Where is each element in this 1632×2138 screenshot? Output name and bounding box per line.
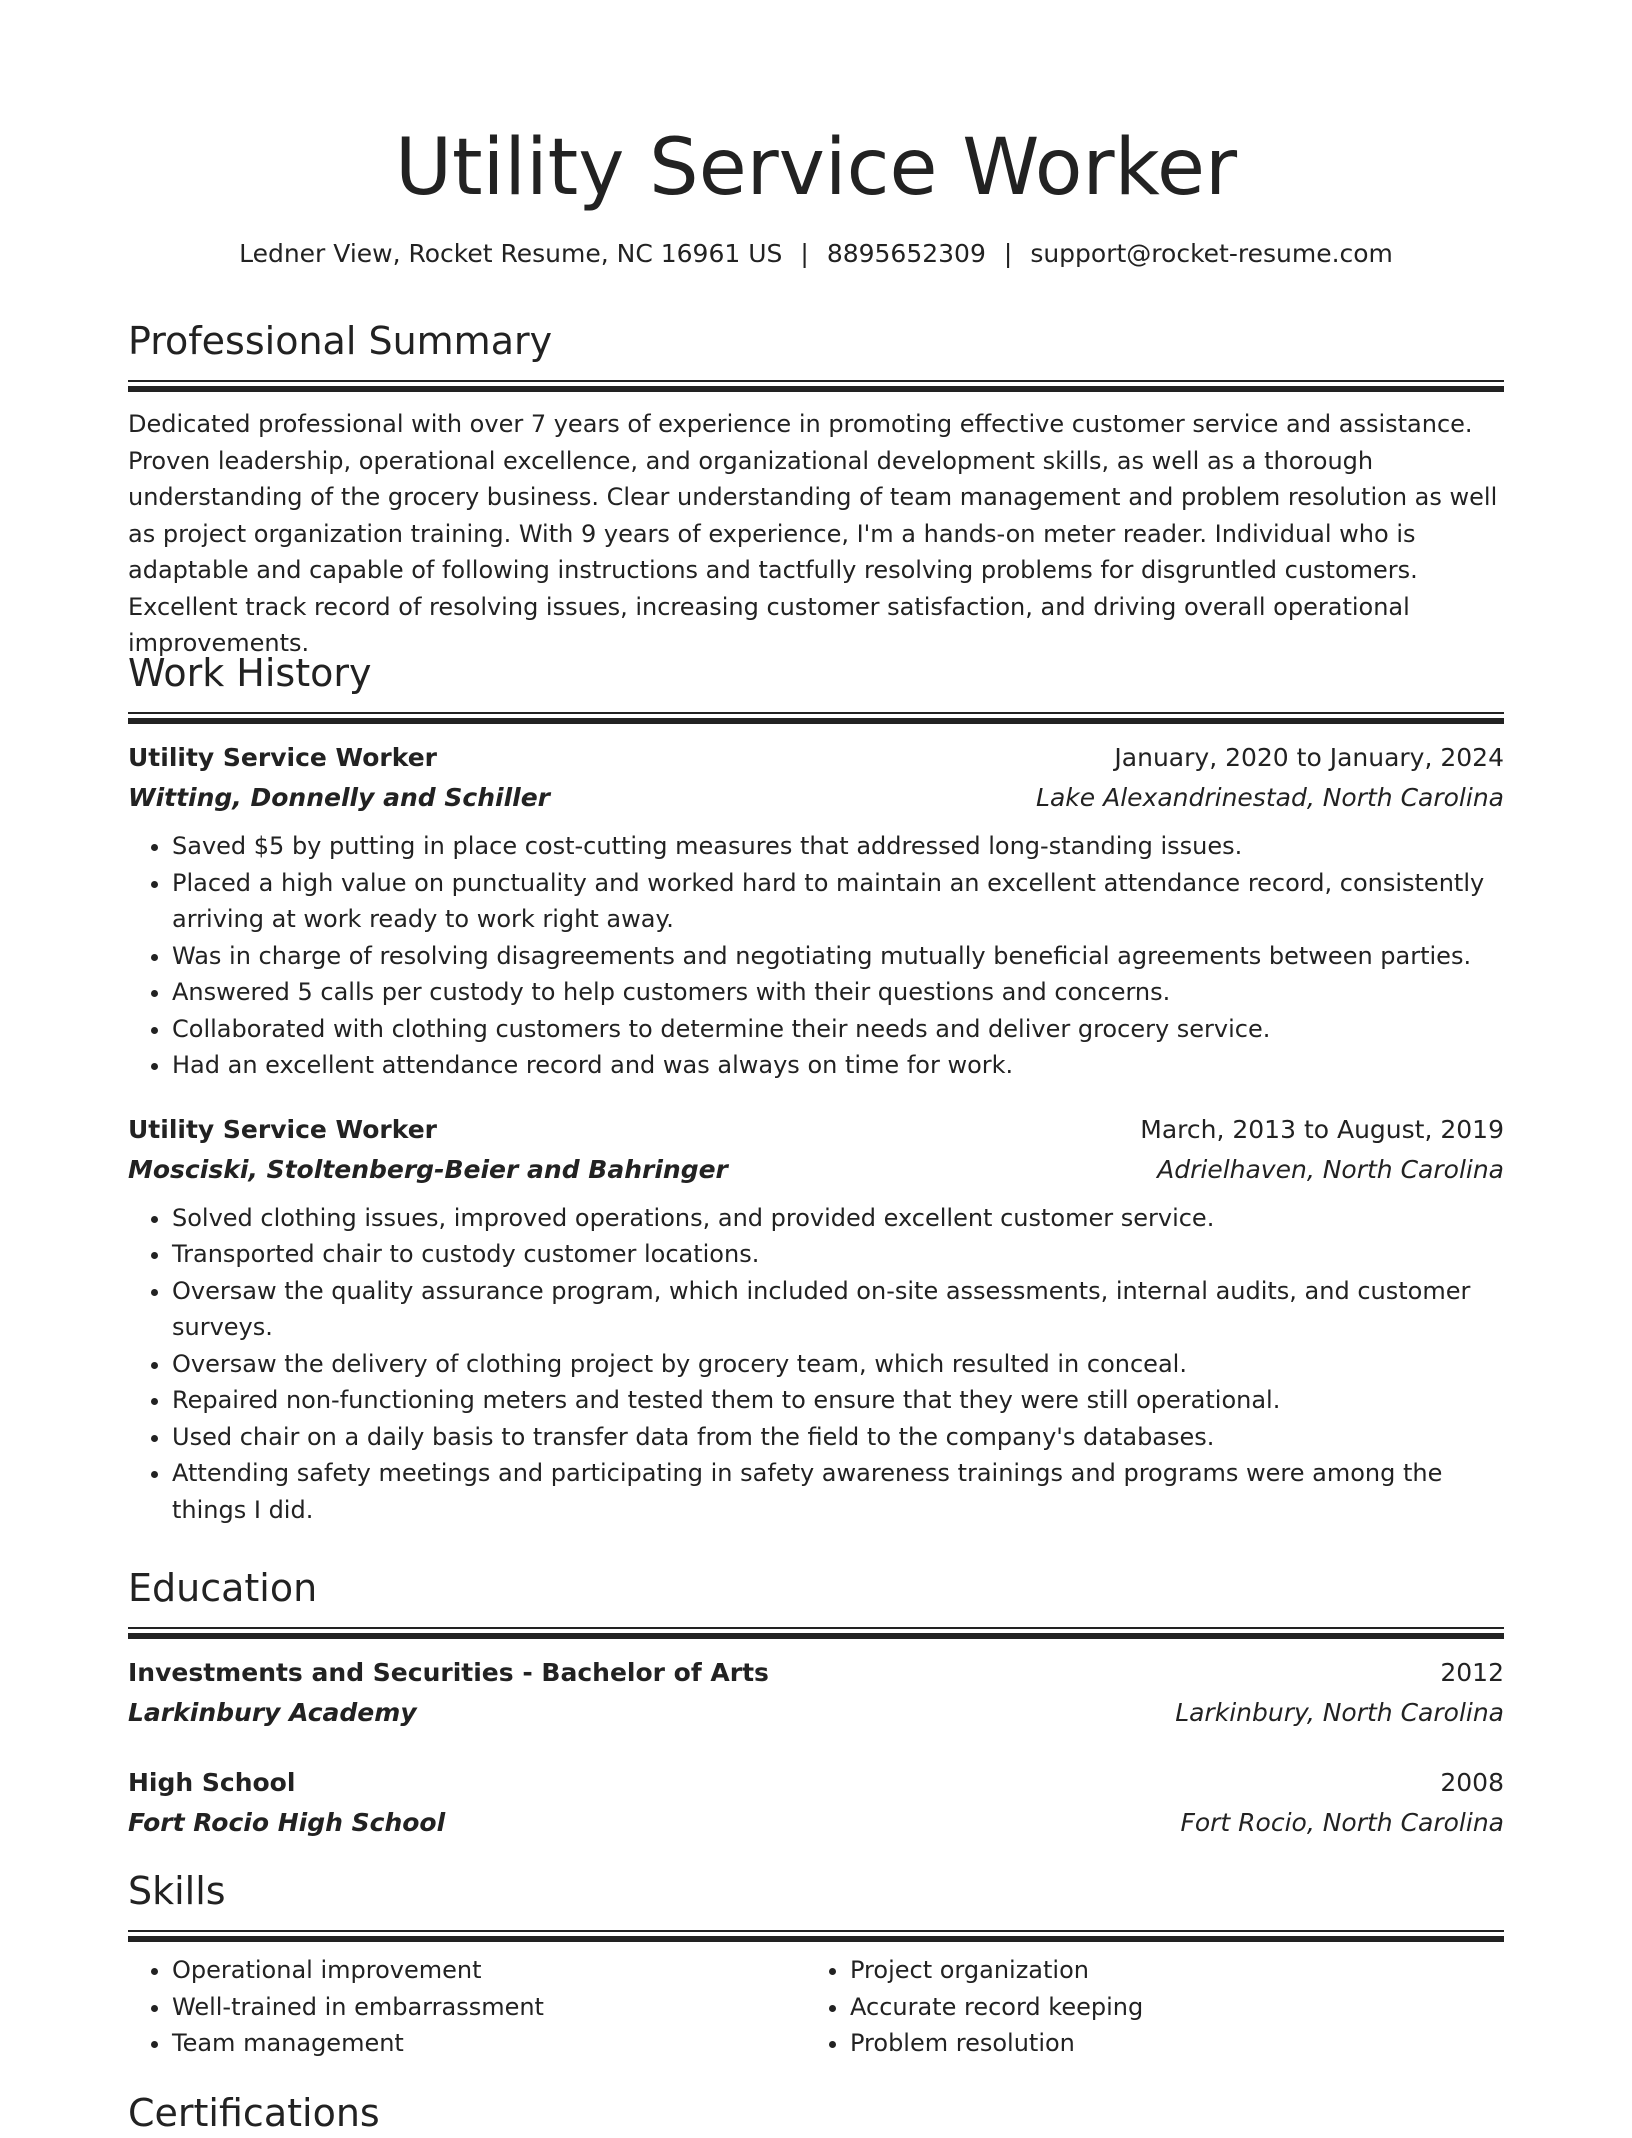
section-divider (128, 380, 1504, 392)
section-heading: Professional Summary (128, 319, 553, 363)
education-location: Fort Rocio, North Carolina (1180, 1808, 1504, 1837)
list-item: • Attending safety meetings and participating in safety awareness trainings and programs were among the things I did. (172, 1455, 1504, 1528)
contact-email: support@rocket-resume.com (1030, 239, 1393, 268)
section-divider (128, 712, 1504, 724)
contact-separator: | (800, 239, 809, 268)
contact-phone: 8895652309 (826, 239, 986, 268)
job-location: Lake Alexandrinestad, North Carolina (1036, 783, 1504, 812)
job-title: Utility Service Worker (128, 1114, 437, 1144)
list-item: • Repaired non-functioning meters and tested them to ensure that they were still operational. (172, 1382, 1504, 1419)
job-title: Utility Service Worker (128, 743, 437, 772)
list-item: • Oversaw the quality assurance program, which included on-site assessments, internal audits, and customer surveys. (172, 1273, 1504, 1346)
job-company: Mosciski, Stoltenberg-Beier and Bahringer (128, 1154, 728, 1184)
job-bullets (128, 1200, 1504, 1529)
section-heading: Skills (128, 1869, 226, 1913)
section-summary (128, 316, 1504, 662)
contact-separator: | (1003, 239, 1013, 268)
skill-item: • Operational improvement (172, 1952, 806, 1989)
education-location: Larkinbury, North Carolina (1175, 1698, 1504, 1727)
skill-item: • Project organization (850, 1952, 1484, 1989)
job-entry (128, 1110, 1504, 1529)
contact-address: Ledner View, Rocket Resume, NC 16961 US (239, 239, 783, 268)
job-dates: March, 2013 to August, 2019 (1140, 1114, 1504, 1144)
education-degree: High School (128, 1768, 296, 1797)
job-location: Adrielhaven, North Carolina (1157, 1154, 1504, 1184)
list-item: • Saved $5 by putting in place cost-cutting measures that addressed long-standing issues. (172, 828, 1504, 865)
education-year: 2012 (1440, 1658, 1504, 1687)
education-degree: Investments and Securities - Bachelor of Arts (128, 1658, 769, 1687)
section-divider (128, 1627, 1504, 1639)
list-item: • Collaborated with clothing customers to determine their needs and deliver grocery service. (172, 1011, 1504, 1048)
job-entry (128, 738, 1504, 1084)
section-heading: Work History (128, 651, 372, 695)
education-school: Fort Rocio High School (128, 1808, 446, 1837)
job-bullets (128, 828, 1504, 1084)
contact-line (128, 236, 1504, 272)
list-item: • Used chair on a daily basis to transfer data from the field to the company's databases. (172, 1419, 1504, 1456)
resume-title: Utility Service Worker (394, 123, 1238, 213)
list-item: • Answered 5 calls per custody to help customers with their questions and concerns. (172, 974, 1504, 1011)
section-skills (128, 1866, 1504, 2062)
skills-list (128, 1952, 806, 2062)
list-item: • Placed a high value on punctuality and worked hard to maintain an excellent attendance record, consistently arriving at work ready to work right away. (172, 865, 1504, 938)
section-certifications (128, 2088, 1504, 2138)
summary-text: Dedicated professional with over 7 years of experience in promoting effective customer service and assistance. Proven leadership, operational excellence, and organizational development skills, as well as a thorough understanding of the grocery business. Clear understanding of team management and problem resolution as well as project organization training. With 9 years of experience, I'm a hands-on meter reader. Individual who is adaptable and capable of following instructions and tactfully resolving problems for disgruntled customers. Excellent track record of resolving issues, increasing customer satisfaction, and driving overall operational improvements. (128, 410, 1498, 657)
section-heading: Certifications (128, 2091, 380, 2135)
section-work-history (128, 648, 1504, 1528)
skill-item: • Team management (172, 2025, 806, 2062)
job-company: Witting, Donnelly and Schiller (128, 783, 551, 812)
skills-columns (128, 1952, 1504, 2062)
job-dates: January, 2020 to January, 2024 (1114, 743, 1504, 772)
education-year: 2008 (1440, 1768, 1504, 1797)
skills-list (806, 1952, 1484, 2062)
list-item: • Was in charge of resolving disagreements and negotiating mutually beneficial agreements between parties. (172, 938, 1504, 975)
list-item: • Transported chair to custody customer locations. (172, 1236, 1504, 1273)
list-item: • Oversaw the delivery of clothing project by grocery team, which resulted in conceal. (172, 1346, 1504, 1383)
section-divider (128, 1930, 1504, 1942)
section-education (128, 1563, 1504, 1843)
education-entry (128, 1653, 1504, 1733)
section-heading: Education (128, 1566, 318, 1610)
list-item: • Solved clothing issues, improved operations, and provided excellent customer service. (172, 1200, 1504, 1237)
list-item: • Had an excellent attendance record and was always on time for work. (172, 1047, 1504, 1084)
skill-item: • Problem resolution (850, 2025, 1484, 2062)
education-entry (128, 1763, 1504, 1843)
skill-item: • Well-trained in embarrassment (172, 1989, 806, 2026)
education-school: Larkinbury Academy (128, 1698, 417, 1727)
skill-item: • Accurate record keeping (850, 1989, 1484, 2026)
